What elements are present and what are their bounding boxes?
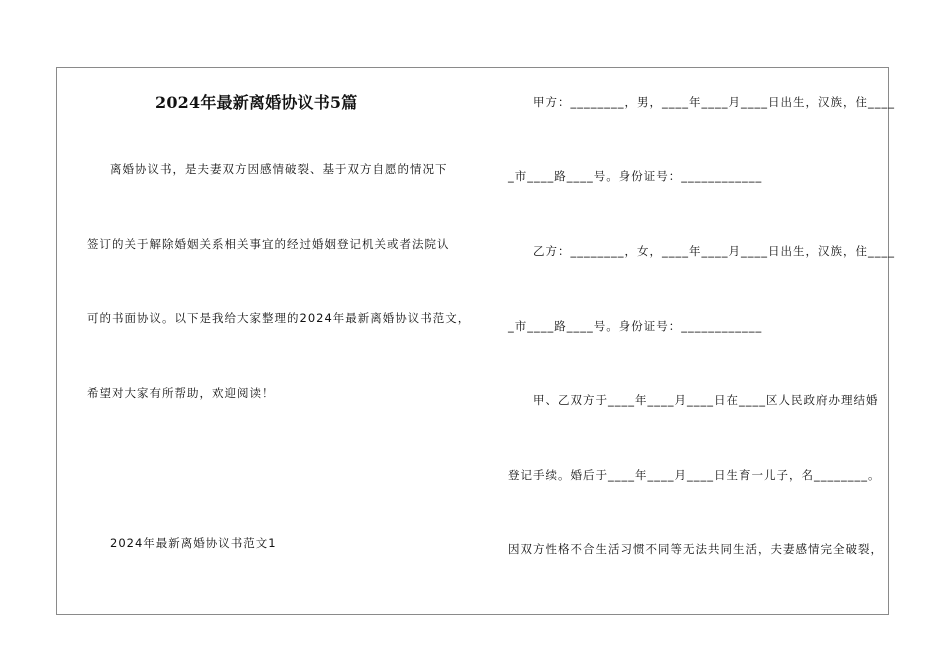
intro-line-1: 离婚协议书，是夫妻双方因感情破裂、基于双方自愿的情况下 bbox=[110, 162, 448, 176]
page-frame bbox=[56, 67, 889, 615]
intro-line-2: 签订的关于解除婚姻关系相关事宜的经过婚姻登记机关或者法院认 bbox=[87, 237, 450, 251]
marriage-line-1: 甲、乙双方于____年____月____日在____区人民政府办理结婚 bbox=[533, 393, 879, 407]
reason-line: 因双方性格不合生活习惯不同等无法共同生活，夫妻感情完全破裂， bbox=[508, 542, 883, 556]
party-a-line-1: 甲方：________，男，____年____月____日出生，汉族，住____ bbox=[533, 95, 895, 109]
intro-line-4: 希望对大家有所帮助，欢迎阅读！ bbox=[87, 386, 275, 400]
marriage-line-2: 登记手续。婚后于____年____月____日生育一儿子，名________。 bbox=[508, 468, 881, 482]
party-b-line-1: 乙方：________，女，____年____月____日出生，汉族，住____ bbox=[533, 244, 895, 258]
section-heading: 2024年最新离婚协议书范文1 bbox=[110, 536, 277, 550]
party-a-line-2: _市____路____号。身份证号：____________ bbox=[508, 169, 763, 183]
intro-line-3: 可的书面协议。以下是我给大家整理的2024年最新离婚协议书范文， bbox=[87, 311, 471, 325]
party-b-line-2: _市____路____号。身份证号：____________ bbox=[508, 319, 763, 333]
document-title: 2024年最新离婚协议书5篇 bbox=[155, 93, 358, 112]
